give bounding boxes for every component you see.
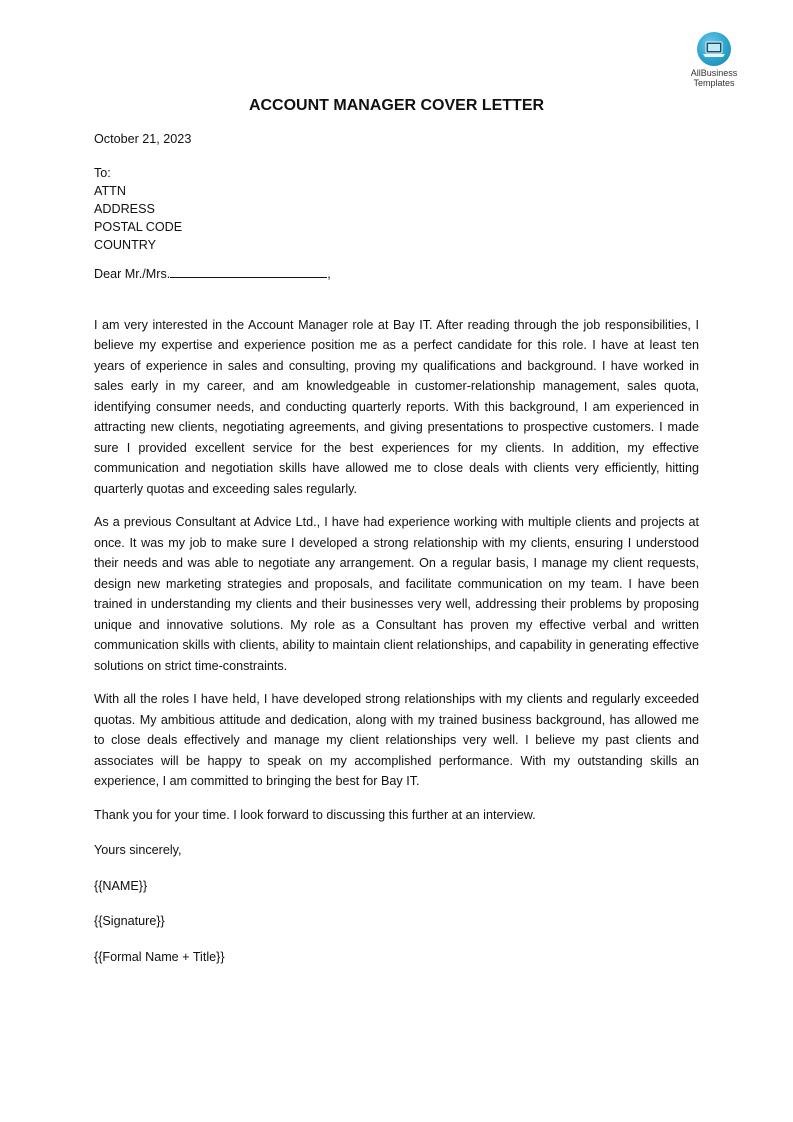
body-paragraph-2: As a previous Consultant at Advice Ltd., I have had experience working with multiple clients and projects at once. It was my job to make sure I developed a strong relationship with my clients, ensuring I understood their needs and was able to negotiate any arrangement. On a regular basis, I manage my client requests, design new marketing strategies and proposals, and facilitate communication on my team. I have been trained in understanding my clients and their businesses very well, addressing their problems by proposing unique and innovative solutions. My role as a Consultant has proven my effective verbal and written communication skills with clients, ability to maintain client relationships, and capability in generating effective solutions on strict time-constraints. bbox=[94, 515, 699, 673]
salutation bbox=[94, 264, 699, 284]
salutation-name-blank bbox=[170, 265, 327, 278]
recipient-attn: ATTN bbox=[94, 183, 126, 198]
letter-date: October 21, 2023 bbox=[94, 132, 192, 146]
letter-body bbox=[94, 129, 699, 967]
recipient-to: To: bbox=[94, 165, 111, 180]
formal-name-placeholder: {{Formal Name + Title}} bbox=[94, 949, 225, 964]
body-paragraph-1: I am very interested in the Account Manager role at Bay IT. After reading through the job responsibilities, I believe my expertise and experience position me as a perfect candidate for this role. I have at least ten years of experience in sales and consulting, proving my qualifications and background. I have worked in sales early in my career, and am knowledgeable in customer-relationship management, sales quota, identifying consumer needs, and conducting quarterly reports. With this background, I am experienced in attracting new clients, negotiating agreements, and giving presentations to prospective customers. I made sure I provided excellent service for the best experiences for my clients. In addition, my effective communication and negotiation skills have allowed me to close deals with clients very efficiently, hitting quarterly quotas and exceeding sales regularly. bbox=[94, 317, 699, 496]
document-title: ACCOUNT MANAGER COVER LETTER bbox=[248, 97, 545, 114]
signoff: Yours sincerely, bbox=[94, 843, 182, 857]
recipient-postal-code: POSTAL CODE bbox=[94, 219, 183, 234]
body-paragraph-3: With all the roles I have held, I have developed strong relationships with my clients and regularly exceeded quotas. My ambitious attitude and dedication, along with my trained business background, has allowed me to close deals effectively and manage my client relationships very well. I believe my past clients and associates will be happy to speak on my accomplished performance. With my outstanding skills an experience, I am committed to bringing the best for Bay IT. bbox=[94, 692, 699, 788]
laptop-icon bbox=[697, 32, 731, 66]
recipient-address bbox=[94, 164, 699, 254]
name-placeholder: {{NAME}} bbox=[94, 878, 148, 893]
logo-text-line2: Templates bbox=[693, 78, 735, 88]
salutation-suffix: , bbox=[327, 266, 331, 281]
recipient-country: COUNTRY bbox=[94, 237, 157, 252]
closing-line: Thank you for your time. I look forward to discussing this further at an interview. bbox=[94, 807, 536, 822]
signature-placeholder: {{Signature}} bbox=[94, 914, 165, 928]
salutation-prefix: Dear Mr./Mrs. bbox=[94, 266, 171, 281]
brand-logo bbox=[684, 32, 744, 88]
logo-text-line1: AllBusiness bbox=[690, 68, 738, 78]
recipient-address-line: ADDRESS bbox=[94, 201, 155, 216]
